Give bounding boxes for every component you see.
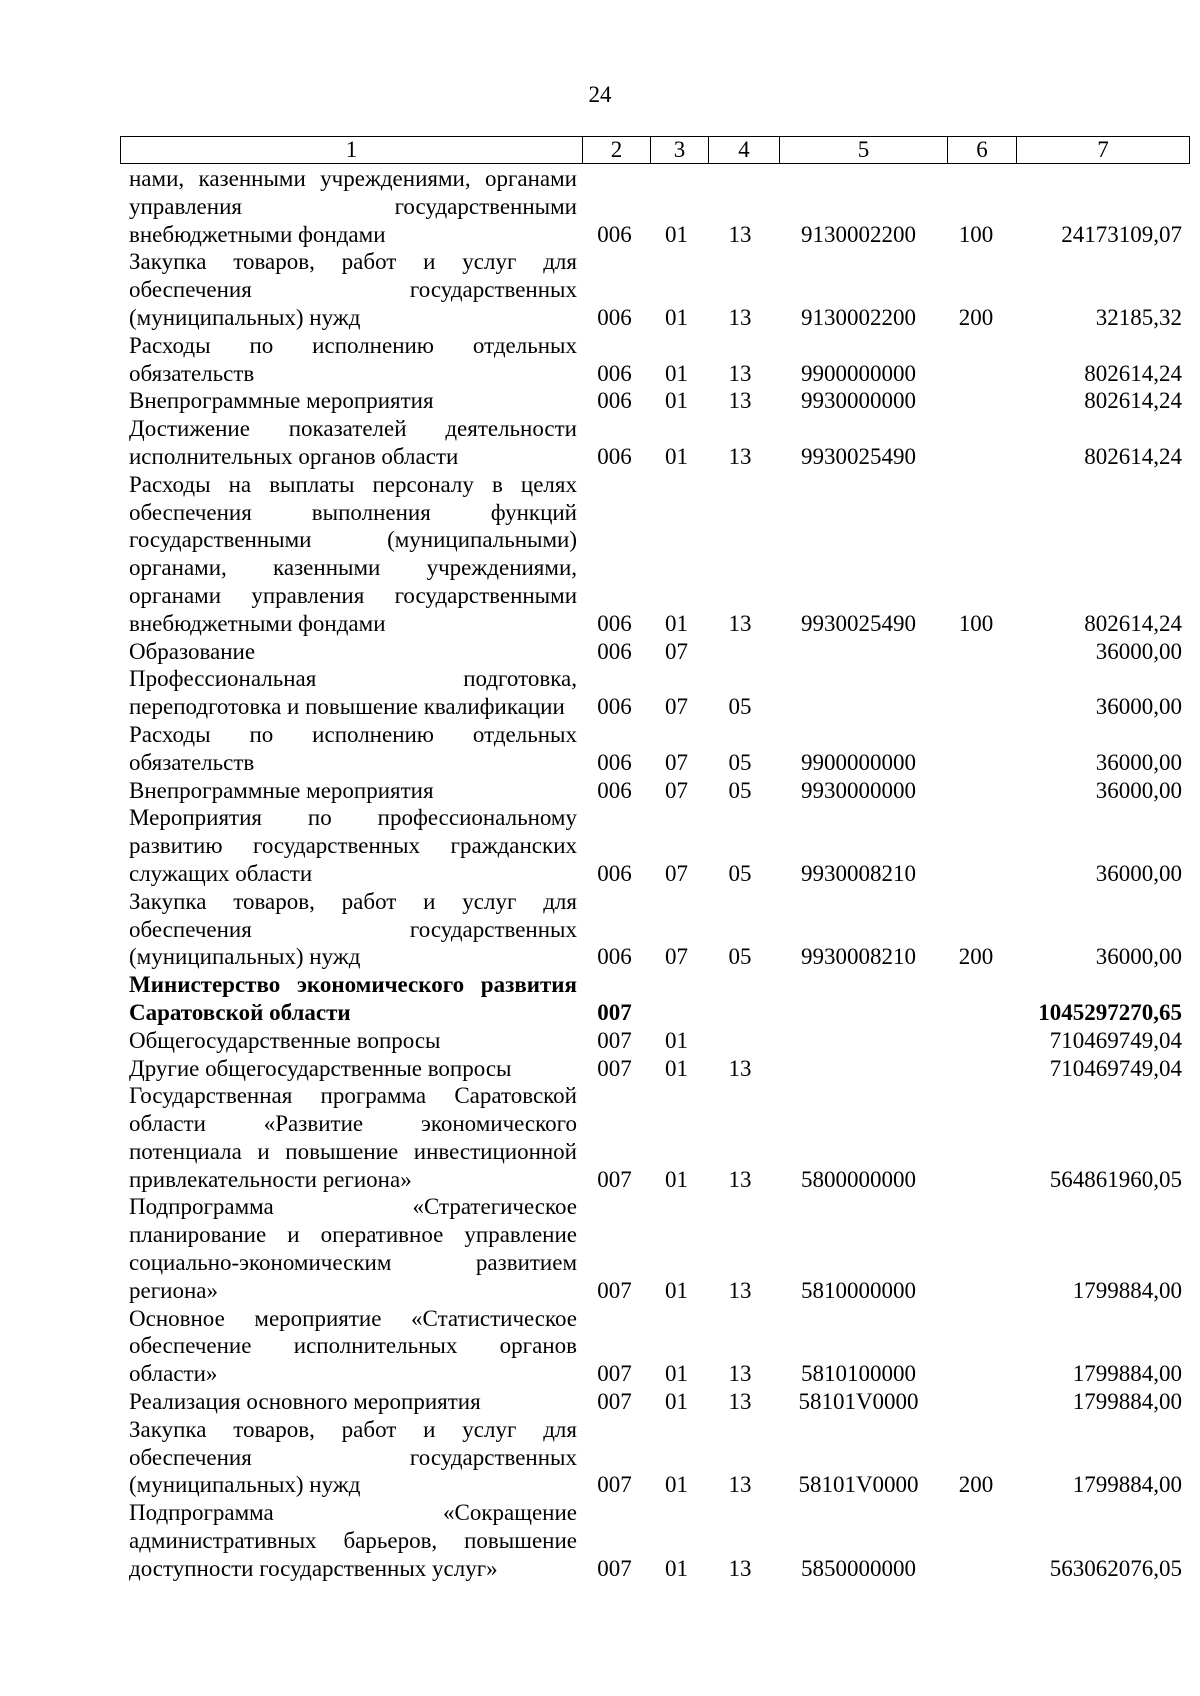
row-expense-type: 100 [958,221,994,247]
row-subsection: 13 [728,1166,752,1192]
row-ministry-code: 006 [597,360,632,386]
header-col-2: 2 [583,137,651,164]
row-target-article: 9930008210 [801,860,916,886]
row-subsection: 05 [728,694,752,720]
row-section: 01 [665,1027,688,1053]
row-amount: 36000,00 [1095,860,1182,886]
row-description [120,777,581,805]
table-row [120,415,1192,471]
row-target-article [775,971,942,1027]
row-amount: 563062076,05 [1049,1555,1182,1581]
row-ministry-code: 007 [597,1555,632,1581]
row-section: 01 [665,1555,688,1581]
row-expense-type: 200 [958,304,994,330]
row-expense-type [942,1193,1010,1304]
row-ministry-code: 007 [597,1027,632,1053]
row-ministry-code: 006 [597,304,632,330]
row-subsection: 05 [728,777,752,803]
row-description [120,387,581,415]
row-description-text: Профессиональная подготовка, переподготовка и повышение квалификации [129,666,577,720]
row-ministry-code: 007 [597,1055,632,1081]
row-description-text: Внепрограммные мероприятия [129,388,434,414]
row-target-article [775,665,942,721]
row-description [120,1082,581,1193]
row-description-text: Закупка товаров, работ и услуг для обеспечения государственных (муниципальных) нужд [129,1416,577,1498]
row-section: 01 [665,388,688,414]
row-description [120,804,581,887]
row-ministry-code: 006 [597,749,632,775]
row-description-text: Основное мероприятие «Статистическое обеспечение исполнительных органов области» [129,1305,577,1387]
row-description-text: Расходы по исполнению отдельных обязательств [129,332,577,386]
row-amount: 1799884,00 [1072,1277,1182,1303]
row-amount: 710469749,04 [1049,1027,1182,1053]
row-description-text: Достижение показателей деятельности исполнительных органов области [129,416,577,469]
row-expense-type: 100 [958,610,994,636]
row-amount: 36000,00 [1095,694,1182,720]
table-row [120,665,1192,721]
row-target-article: 9900000000 [801,749,916,775]
row-ministry-code: 007 [597,1277,632,1303]
row-expense-type [942,1055,1010,1083]
row-description [120,638,581,666]
table-row [120,387,1192,415]
row-expense-type [942,971,1010,1027]
table-row [120,165,1192,248]
row-description-text: Расходы по исполнению отдельных обязательств [129,721,577,775]
row-description [120,1055,581,1083]
row-subsection [705,638,775,666]
row-subsection: 13 [728,443,752,469]
row-amount: 1799884,00 [1072,1389,1182,1415]
row-description [120,1499,581,1582]
header-col-4: 4 [709,137,780,164]
table-row [120,804,1192,887]
row-subsection: 05 [728,860,752,886]
row-amount: 24173109,07 [1061,221,1182,247]
header-col-3: 3 [651,137,709,164]
row-ministry-code: 006 [597,443,632,469]
row-ministry-code: 007 [597,1472,632,1498]
row-amount: 36000,00 [1095,749,1182,775]
row-expense-type [942,1499,1010,1582]
row-expense-type [942,1082,1010,1193]
row-target-article: 9930025490 [801,443,916,469]
row-ministry-code: 006 [597,694,632,720]
row-section: 07 [665,944,688,970]
row-amount: 802614,24 [1084,610,1182,636]
row-amount: 802614,24 [1084,443,1182,469]
row-description [120,1305,581,1388]
table-row [120,721,1192,777]
row-subsection: 13 [728,388,752,414]
row-expense-type [942,665,1010,721]
page-number: 24 [588,82,612,107]
table-row [120,1499,1192,1582]
row-subsection: 13 [728,1277,752,1303]
row-description [120,165,581,248]
row-description-text: Подпрограмма «Сокращение административных барьеров, повышение доступности государственных услуг» [129,1500,577,1581]
row-description-text: Реализация основного мероприятия [129,1389,481,1415]
table-row [120,248,1192,331]
row-section: 07 [665,749,688,775]
table-row [120,471,1192,638]
row-description [120,248,581,331]
row-target-article: 5850000000 [801,1555,916,1581]
row-amount: 1799884,00 [1072,1472,1182,1498]
row-target-article [775,638,942,666]
row-ministry-code: 006 [597,610,632,636]
row-subsection: 05 [728,749,752,775]
header-col-1: 1 [121,137,583,164]
row-section: 01 [665,221,688,247]
table-row [120,777,1192,805]
row-expense-type [942,804,1010,887]
row-expense-type: 200 [958,1472,994,1498]
row-amount: 36000,00 [1095,777,1182,803]
row-subsection: 13 [728,1555,752,1581]
row-subsection: 13 [728,1472,752,1498]
row-subsection [705,1027,775,1055]
row-description [120,415,581,471]
row-target-article: 9930000000 [801,388,916,414]
row-section: 01 [665,1166,688,1192]
row-target-article: 9130002200 [801,304,916,330]
row-amount: 564861960,05 [1049,1166,1182,1192]
row-target-article: 58101V0000 [798,1472,919,1498]
row-amount: 802614,24 [1084,388,1182,414]
row-subsection: 13 [728,360,752,386]
table-row [120,638,1192,666]
row-description [120,665,581,721]
row-description-text: Государственная программа Саратовской области «Развитие экономического потенциала и повышение инвестиционной привлекательности региона» [129,1083,577,1192]
table-row [120,1416,1192,1499]
row-description [120,888,581,971]
row-ministry-code: 007 [597,1361,632,1387]
row-amount: 802614,24 [1084,360,1182,386]
row-description [120,332,581,388]
row-expense-type [942,777,1010,805]
header-col-7: 7 [1017,137,1190,164]
row-ministry-code: 006 [597,860,632,886]
row-expense-type [942,387,1010,415]
row-description-text: Расходы на выплаты персоналу в целях обеспечения выполнения функций государственными (муниципальными) органами, казенными учреждениями, органами управления государственными внебюджетными фондами [129,471,577,636]
row-subsection: 13 [728,1389,752,1415]
row-target-article: 58101V0000 [798,1389,919,1415]
row-amount: 1799884,00 [1072,1361,1182,1387]
row-ministry-code: 006 [597,388,632,414]
row-section: 01 [665,1055,688,1081]
row-amount: 36000,00 [1095,638,1182,664]
row-description-text: Общегосударственные вопросы [129,1027,441,1053]
row-amount: 1045297270,65 [1038,999,1182,1025]
row-subsection: 13 [728,1361,752,1387]
row-description-text: Подпрограмма «Стратегическое планирование и оперативное управление социально-экономическим развитием региона» [129,1194,577,1303]
row-description-text: Министерство экономического развития Саратовской области [129,972,577,1025]
row-section: 01 [665,1361,688,1387]
row-target-article [775,1055,942,1083]
row-target-article: 9930000000 [801,777,916,803]
table-row [120,1305,1192,1388]
column-number-header [120,136,1190,164]
row-target-article: 9900000000 [801,360,916,386]
row-section: 07 [665,860,688,886]
row-subsection: 05 [728,944,752,970]
row-expense-type [942,415,1010,471]
row-subsection [705,971,775,1027]
table-row [120,332,1192,388]
header-col-6: 6 [948,137,1017,164]
row-target-article: 5800000000 [801,1166,916,1192]
row-amount: 36000,00 [1095,944,1182,970]
row-section: 07 [665,638,688,664]
row-expense-type [942,1305,1010,1388]
row-description [120,721,581,777]
row-target-article: 9930025490 [801,610,916,636]
row-target-article: 9930008210 [801,944,916,970]
row-expense-type: 200 [958,944,994,970]
row-ministry-code: 006 [597,221,632,247]
row-section: 07 [665,694,688,720]
row-description-text: Образование [129,638,256,664]
row-ministry-code: 006 [597,777,632,803]
row-amount: 32185,32 [1095,304,1182,330]
row-section: 01 [665,360,688,386]
row-ministry-code: 007 [597,1389,632,1415]
row-section: 01 [665,610,688,636]
table-row [120,1055,1192,1083]
row-description [120,471,581,638]
row-description-text: Закупка товаров, работ и услуг для обеспечения государственных (муниципальных) нужд [129,249,577,330]
header-col-5: 5 [780,137,948,164]
row-ministry-code: 006 [597,944,632,970]
table-row [120,888,1192,971]
row-section: 01 [665,443,688,469]
row-ministry-code: 006 [597,638,632,664]
table-row [120,1027,1192,1055]
row-section: 01 [665,1389,688,1415]
row-section [648,971,705,1027]
table-row [120,1082,1192,1193]
row-expense-type [942,1027,1010,1055]
row-ministry-code: 007 [597,999,632,1025]
row-subsection: 13 [728,221,752,247]
row-section: 07 [665,777,688,803]
row-target-article: 9130002200 [801,221,916,247]
row-description [120,1027,581,1055]
row-subsection: 13 [728,1055,752,1081]
row-target-article [775,1027,942,1055]
row-description [120,1416,581,1499]
row-expense-type [942,721,1010,777]
row-section: 01 [665,1277,688,1303]
budget-table [120,165,1192,1583]
table-row [120,971,1192,1027]
row-subsection: 13 [728,610,752,636]
row-description-text: Другие общегосударственные вопросы [129,1055,512,1081]
row-expense-type [942,1388,1010,1416]
row-description [120,971,581,1027]
row-description [120,1193,581,1304]
row-description-text: нами, казенными учреждениями, органами управления государственными внебюджетными фондами [129,166,577,247]
row-description-text: Внепрограммные мероприятия [129,777,434,803]
row-target-article: 5810100000 [801,1361,916,1387]
table-row [120,1193,1192,1304]
row-section: 01 [665,304,688,330]
row-description-text: Закупка товаров, работ и услуг для обеспечения государственных (муниципальных) нужд [129,888,577,970]
row-target-article: 5810000000 [801,1277,916,1303]
row-description [120,1388,581,1416]
table-row [120,1388,1192,1416]
row-ministry-code: 007 [597,1166,632,1192]
row-subsection: 13 [728,304,752,330]
row-expense-type [942,638,1010,666]
row-section: 01 [665,1472,688,1498]
row-amount: 710469749,04 [1049,1055,1182,1081]
row-expense-type [942,332,1010,388]
row-description-text: Мероприятия по профессиональному развитию государственных гражданских служащих области [129,805,577,886]
